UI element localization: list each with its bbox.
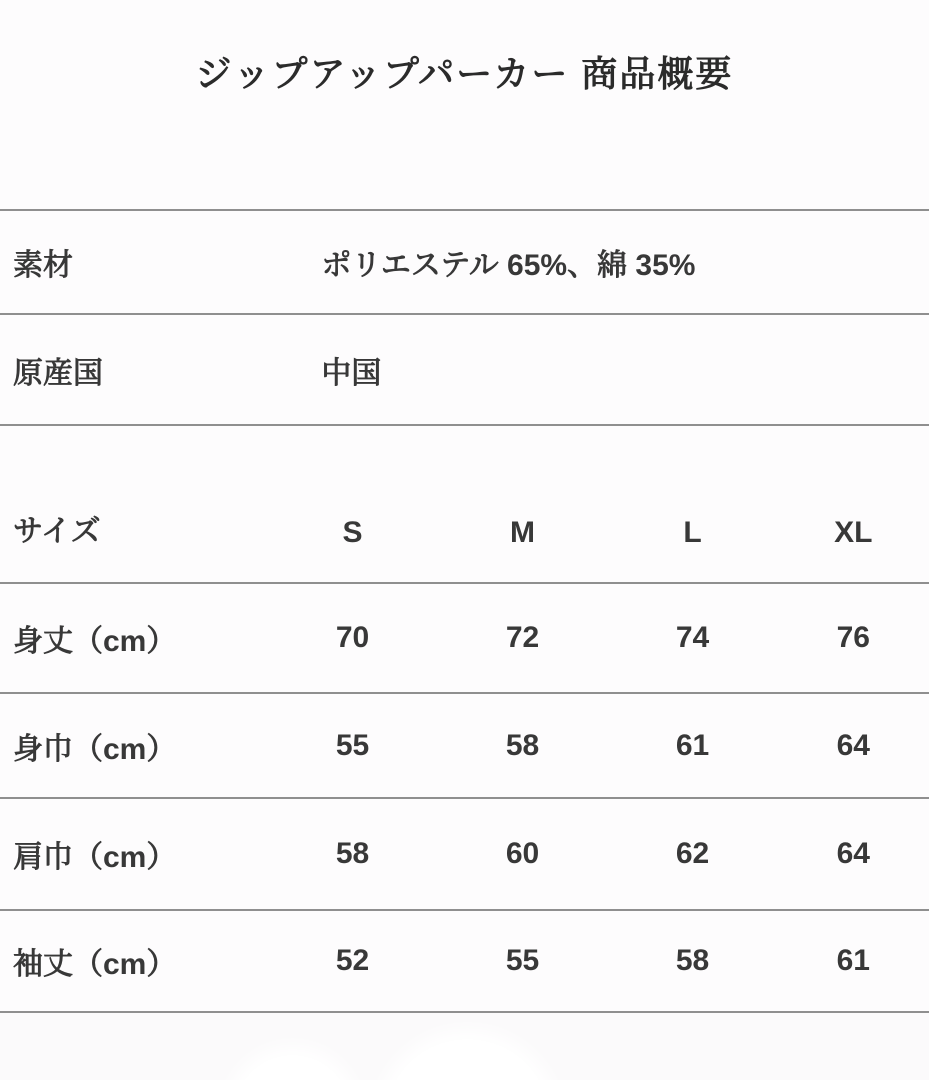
size-row-shoulder-width	[0, 798, 929, 910]
spec-value-material: ポリエステル 65%、綿 35%	[321, 249, 696, 282]
size-row-body-length	[0, 583, 929, 693]
body-width-xl: 64	[836, 728, 870, 762]
body-width-l: 61	[675, 728, 710, 762]
page-title: ジップアップパーカー 商品概要	[195, 53, 734, 94]
size-column-header-xl: XL	[834, 516, 873, 549]
faint-highlight-blob	[235, 1055, 350, 1080]
body-length-xl: 76	[836, 621, 870, 654]
sleeve-length-s: 52	[335, 944, 370, 977]
shoulder-width-m: 60	[505, 837, 540, 870]
row-label-body-length: 身丈（cm）	[13, 625, 177, 658]
shoulder-width-s: 58	[335, 837, 370, 870]
spec-label-material: 素材	[13, 249, 73, 282]
row-label-body-width: 身巾（cm）	[13, 732, 177, 766]
size-row-sleeve-length	[0, 910, 929, 1012]
size-column-header-s: S	[342, 516, 363, 549]
spec-row-material	[0, 210, 929, 314]
body-length-l: 74	[675, 621, 710, 654]
spec-row-origin	[0, 314, 929, 425]
spec-label-origin: 原産国	[13, 356, 103, 390]
footer-area	[0, 1013, 929, 1080]
faint-highlight-blob	[385, 1039, 550, 1080]
size-column-header-l: L	[683, 516, 702, 549]
sleeve-length-l: 58	[675, 944, 710, 977]
sleeve-length-m: 55	[505, 944, 540, 977]
size-row-body-width	[0, 693, 929, 798]
size-table	[0, 426, 929, 1013]
spec-table	[0, 209, 929, 426]
row-label-sleeve-length: 袖丈（cm）	[13, 948, 177, 981]
spec-value-origin: 中国	[321, 356, 382, 390]
shoulder-width-l: 62	[675, 837, 710, 870]
body-length-m: 72	[505, 621, 540, 654]
size-header-row	[0, 426, 929, 583]
size-column-header-m: M	[510, 516, 536, 549]
shoulder-width-xl: 64	[836, 837, 870, 870]
body-length-s: 70	[335, 621, 370, 654]
row-label-shoulder-width: 肩巾（cm）	[13, 841, 177, 874]
body-width-s: 55	[335, 728, 370, 762]
page-header	[0, 0, 929, 209]
sleeve-length-xl: 61	[836, 944, 870, 977]
size-header-label: サイズ	[13, 515, 101, 548]
body-width-m: 58	[505, 728, 540, 762]
